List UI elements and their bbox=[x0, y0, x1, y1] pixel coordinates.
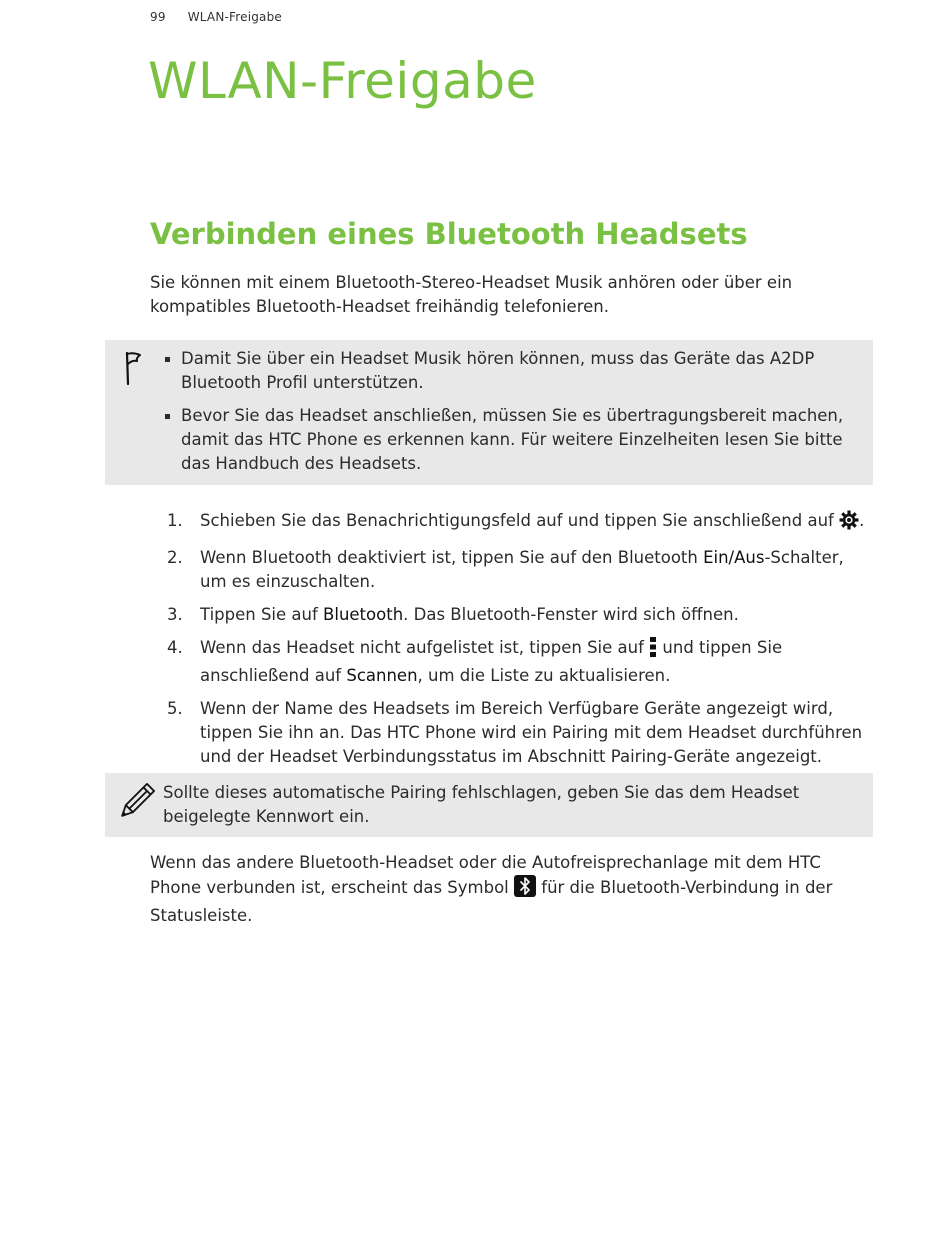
step-text: Wenn Bluetooth deaktiviert ist, tippen Sie auf den Bluetooth bbox=[200, 548, 704, 567]
flag-icon bbox=[123, 350, 145, 390]
bullet-marker bbox=[165, 357, 170, 362]
paragraph-text: für die Bluetooth-Verbindung in der Statusleiste. bbox=[150, 878, 833, 925]
list-item-text: Bevor Sie das Headset anschließen, müssen Sie es übertragungsbereit machen, damit das HTC Phone es erkennen kann. Für weitere Einzelheiten lesen Sie bitte das Handbuch des Headsets. bbox=[181, 406, 844, 473]
step-item bbox=[165, 546, 870, 594]
step-text: , um die Liste zu aktualisieren. bbox=[417, 666, 671, 685]
ui-term: Bluetooth bbox=[323, 605, 404, 624]
step-text: Tippen Sie auf bbox=[200, 605, 324, 624]
step-text: Schieben Sie das Benachrichtigungsfeld auf und tippen Sie anschließend auf bbox=[200, 511, 840, 530]
step-text: -Schalter, um es einzuschalten. bbox=[200, 548, 844, 591]
closing-paragraph bbox=[150, 851, 860, 928]
pencil-icon bbox=[115, 783, 155, 827]
note-text: Sollte dieses automatische Pairing fehlschlagen, geben Sie das dem Headset beigelegte Kennwort ein. bbox=[163, 783, 800, 826]
step-item bbox=[165, 509, 870, 537]
ui-term: Ein/Aus bbox=[703, 548, 765, 567]
page-header bbox=[150, 10, 282, 24]
step-number: 4. bbox=[167, 638, 183, 657]
list-item bbox=[165, 404, 855, 476]
step-text: . bbox=[859, 511, 865, 530]
step-item bbox=[165, 636, 870, 688]
ui-term: Scannen bbox=[346, 666, 418, 685]
requirements-note bbox=[105, 340, 873, 485]
bluetooth-status-icon bbox=[514, 875, 536, 904]
more-vertical-icon bbox=[649, 637, 657, 664]
step-text: Wenn das Headset nicht aufgelistet ist, tippen Sie auf bbox=[200, 638, 650, 657]
step-text: und tippen Sie anschließend auf bbox=[200, 638, 783, 685]
chapter-title: WLAN-Freigabe bbox=[148, 52, 537, 110]
step-number: 5. bbox=[167, 699, 183, 718]
page-number: 99 bbox=[150, 10, 166, 24]
pairing-note bbox=[105, 773, 873, 837]
step-number: 2. bbox=[167, 548, 183, 567]
step-number: 3. bbox=[167, 605, 183, 624]
intro-paragraph: Sie können mit einem Bluetooth-Stereo-Headset Musik anhören oder über ein kompatibles Bluetooth-Headset freihändig telefonieren. bbox=[150, 273, 793, 316]
step-text: . Das Bluetooth-Fenster wird sich öffnen. bbox=[403, 605, 739, 624]
section-title: Verbinden eines Bluetooth Headsets bbox=[150, 217, 748, 251]
step-item bbox=[165, 697, 870, 769]
settings-gear-icon bbox=[839, 510, 859, 537]
bullet-marker bbox=[165, 414, 170, 419]
running-section-title: WLAN-Freigabe bbox=[187, 10, 283, 24]
step-number: 1. bbox=[167, 511, 183, 530]
steps-list bbox=[165, 509, 870, 778]
step-item bbox=[165, 603, 870, 627]
step-text: Wenn der Name des Headsets im Bereich Verfügbare Geräte angezeigt wird, tippen Sie ihn an. Das HTC Phone wird ein Pairing mit dem Headset durchführen und der Headset Verbindungsstatus im Abschnitt Pairing-Geräte angezeigt. bbox=[200, 699, 863, 766]
list-item-text: Damit Sie über ein Headset Musik hören können, muss das Geräte das A2DP Bluetooth Profil unterstützen. bbox=[181, 349, 815, 392]
list-item bbox=[165, 347, 855, 395]
paragraph-text: Wenn das andere Bluetooth-Headset oder die Autofreisprechanlage mit dem HTC Phone verbunden ist, erscheint das Symbol bbox=[150, 853, 821, 897]
requirements-list bbox=[165, 347, 855, 485]
